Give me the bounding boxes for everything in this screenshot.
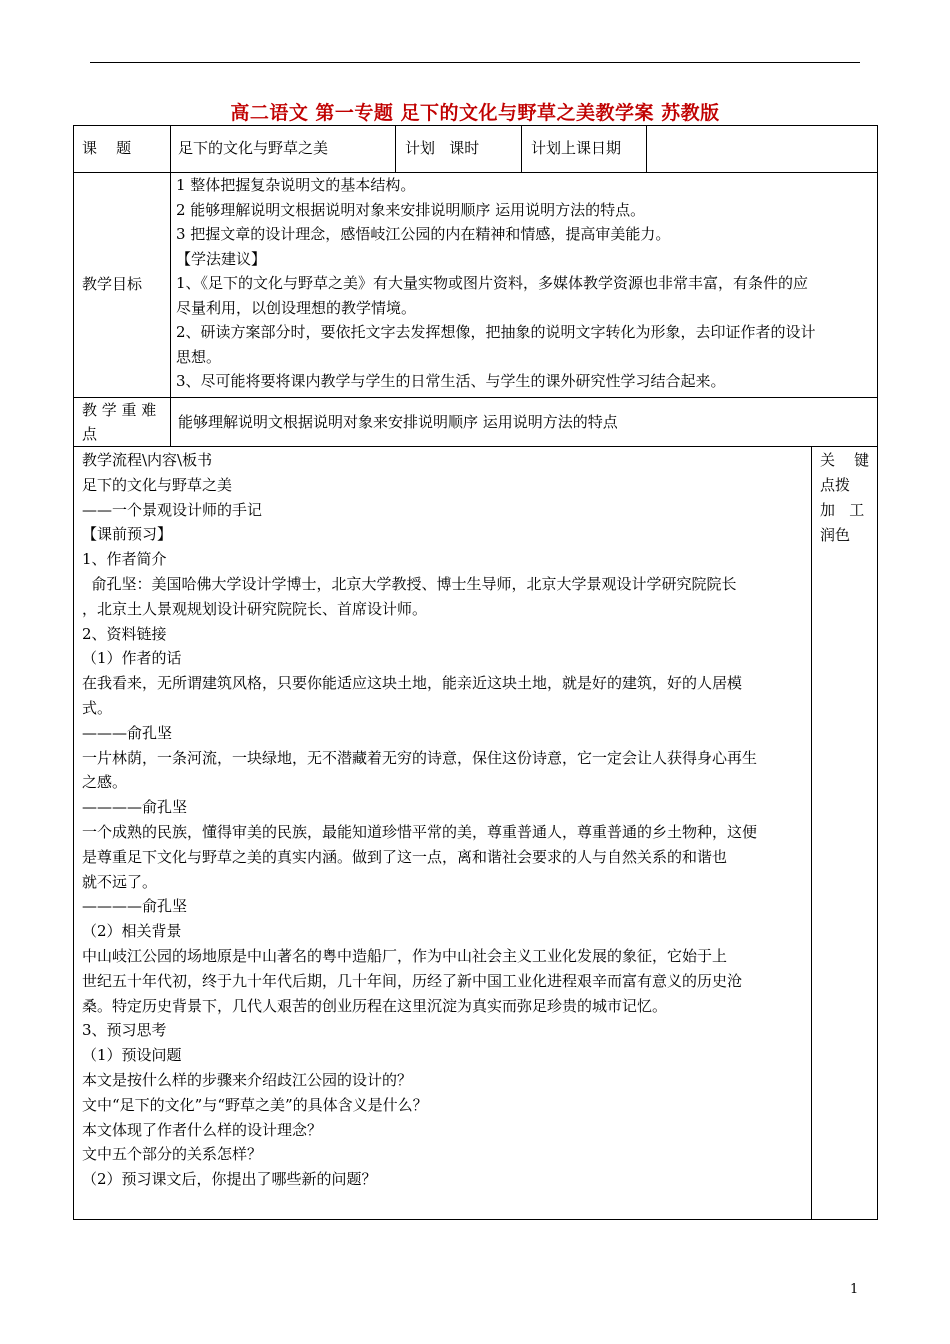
objective-line: 3 把握文章的设计理念，感悟岐江公园的内在精神和情感，提高审美能力。 xyxy=(176,225,671,243)
process-line: （1）预设问题 xyxy=(82,1046,182,1065)
process-line: 世纪五十年代初，终于九十年代后期，几十年间，历经了新中国工业化进程艰辛而富有意义的历史沧 xyxy=(82,971,743,990)
process-line: 在我看来，无所谓建筑风格，只要你能适应这块土地，能亲近这块土地，就是好的建筑，好的人居模 xyxy=(82,674,743,693)
table-border-bottom xyxy=(73,1219,878,1220)
process-line: ———俞孔坚 xyxy=(82,723,173,742)
page-number: 1 xyxy=(850,1282,859,1297)
objectives-content xyxy=(176,173,816,394)
planned-date-label: 计划上课日期 xyxy=(531,139,622,157)
process-line: 式。 xyxy=(82,698,113,717)
table-col-divider xyxy=(521,125,522,173)
process-line: 【课前预习】 xyxy=(82,525,173,544)
process-line: ————俞孔坚 xyxy=(82,798,188,817)
process-line: 本文体现了作者什么样的设计理念？ xyxy=(82,1120,323,1139)
table-col-divider xyxy=(395,125,396,173)
table-col-divider xyxy=(646,125,647,173)
objectives-label: 教学目标 xyxy=(82,275,143,293)
process-line: 一片林荫，一条河流，一块绿地，无不潜藏着无穷的诗意，保住这份诗意，它一定会让人获得身心再生 xyxy=(82,748,758,767)
process-line: 就不远了。 xyxy=(82,872,158,891)
process-line: （2）相关背景 xyxy=(82,922,182,941)
table-border-top xyxy=(73,125,878,126)
process-line: 俞孔坚：美国哈佛大学设计学博士，北京大学教授、博士生导师，北京大学景观设计学研究院院长 xyxy=(82,574,737,593)
table-col-divider xyxy=(170,125,171,447)
topic-value: 足下的文化与野草之美 xyxy=(178,139,329,157)
keypoints-content: 能够理解说明文根据说明对象来安排说明顺序 运用说明方法的特点 xyxy=(178,413,618,431)
keypoints-label-line: 教 学 重 难 xyxy=(82,401,157,419)
page-title: 高二语文 第一专题 足下的文化与野草之美教学案 苏教版 xyxy=(230,102,720,124)
process-line: 是尊重足下文化与野草之美的真实内涵。做到了这一点，离和谐社会要求的人与自然关系的和谐也 xyxy=(82,847,728,866)
objective-line: 2、研读方案部分时，要依托文字去发挥想像，把抽象的说明文字转化为形象，去印证作者的设计 xyxy=(176,323,816,341)
table-row-divider xyxy=(73,446,878,447)
objective-line: 思想。 xyxy=(176,347,222,366)
side-notes-label xyxy=(820,448,869,548)
table-col-divider xyxy=(811,446,812,1220)
planned-hours-label: 计划 课时 xyxy=(405,139,480,157)
process-line: 一个成熟的民族，懂得审美的民族，最能知道珍惜平常的美，尊重普通人，尊重普通的乡土物种，这便 xyxy=(82,822,758,841)
process-line: 中山岐江公园的场地原是中山著名的粤中造船厂，作为中山社会主义工业化发展的象征，它始于上 xyxy=(82,946,728,965)
side-label-line: 润色 xyxy=(820,526,851,544)
side-label-line: 加 工 xyxy=(820,501,865,519)
objective-line: 1、《足下的文化与野草之美》有大量实物或图片资料，多媒体教学资源也非常丰富，有条件的应 xyxy=(176,274,809,292)
topic-label: 课 题 xyxy=(82,139,132,157)
process-line: 教学流程\内容\板书 xyxy=(82,451,213,469)
objective-line: 【学法建议】 xyxy=(176,249,267,268)
process-line: 3、预习思考 xyxy=(82,1021,167,1040)
process-line: 文中五个部分的关系怎样？ xyxy=(82,1145,263,1164)
process-line: 桑。特定历史背景下，几代人艰苦的创业历程在这里沉淀为真实而弥足珍贵的城市记忆。 xyxy=(82,996,668,1015)
objective-line: 尽量利用，以创设理想的教学情境。 xyxy=(176,298,417,317)
process-content xyxy=(82,448,757,1192)
process-line: （1）作者的话 xyxy=(82,649,182,668)
table-border-right xyxy=(877,125,878,1220)
objective-line: 1 整体把握复杂说明文的基本结构。 xyxy=(176,176,416,194)
process-line: （2）预习课文后，你提出了哪些新的问题？ xyxy=(82,1170,377,1189)
process-line: 1、作者简介 xyxy=(82,550,167,569)
side-label-line: 点拨 xyxy=(820,476,851,494)
process-line: 2、资料链接 xyxy=(82,624,167,643)
process-line: 本文是按什么样的步骤来介绍歧江公园的设计的？ xyxy=(82,1070,413,1089)
process-line: ————俞孔坚 xyxy=(82,897,188,916)
process-line: 足下的文化与野草之美 xyxy=(82,475,233,494)
keypoints-label xyxy=(82,398,156,446)
process-line: 文中“足下的文化”与“野草之美”的具体含义是什么？ xyxy=(82,1095,428,1114)
keypoints-label-line: 点 xyxy=(82,425,98,443)
process-line: ，北京土人景观规划设计研究院院长、首席设计师。 xyxy=(82,599,428,618)
objective-line: 3、尽可能将要将课内教学与学生的日常生活、与学生的课外研究性学习结合起来。 xyxy=(176,372,726,390)
table-border-left xyxy=(73,125,74,1220)
header-rule xyxy=(90,62,860,63)
table-row-divider xyxy=(73,397,878,398)
side-label-line: 关 键 xyxy=(820,451,870,469)
process-line: ——一个景观设计师的手记 xyxy=(82,500,263,519)
objective-line: 2 能够理解说明文根据说明对象来安排说明顺序 运用说明方法的特点。 xyxy=(176,200,646,219)
process-line: 之感。 xyxy=(82,773,128,792)
